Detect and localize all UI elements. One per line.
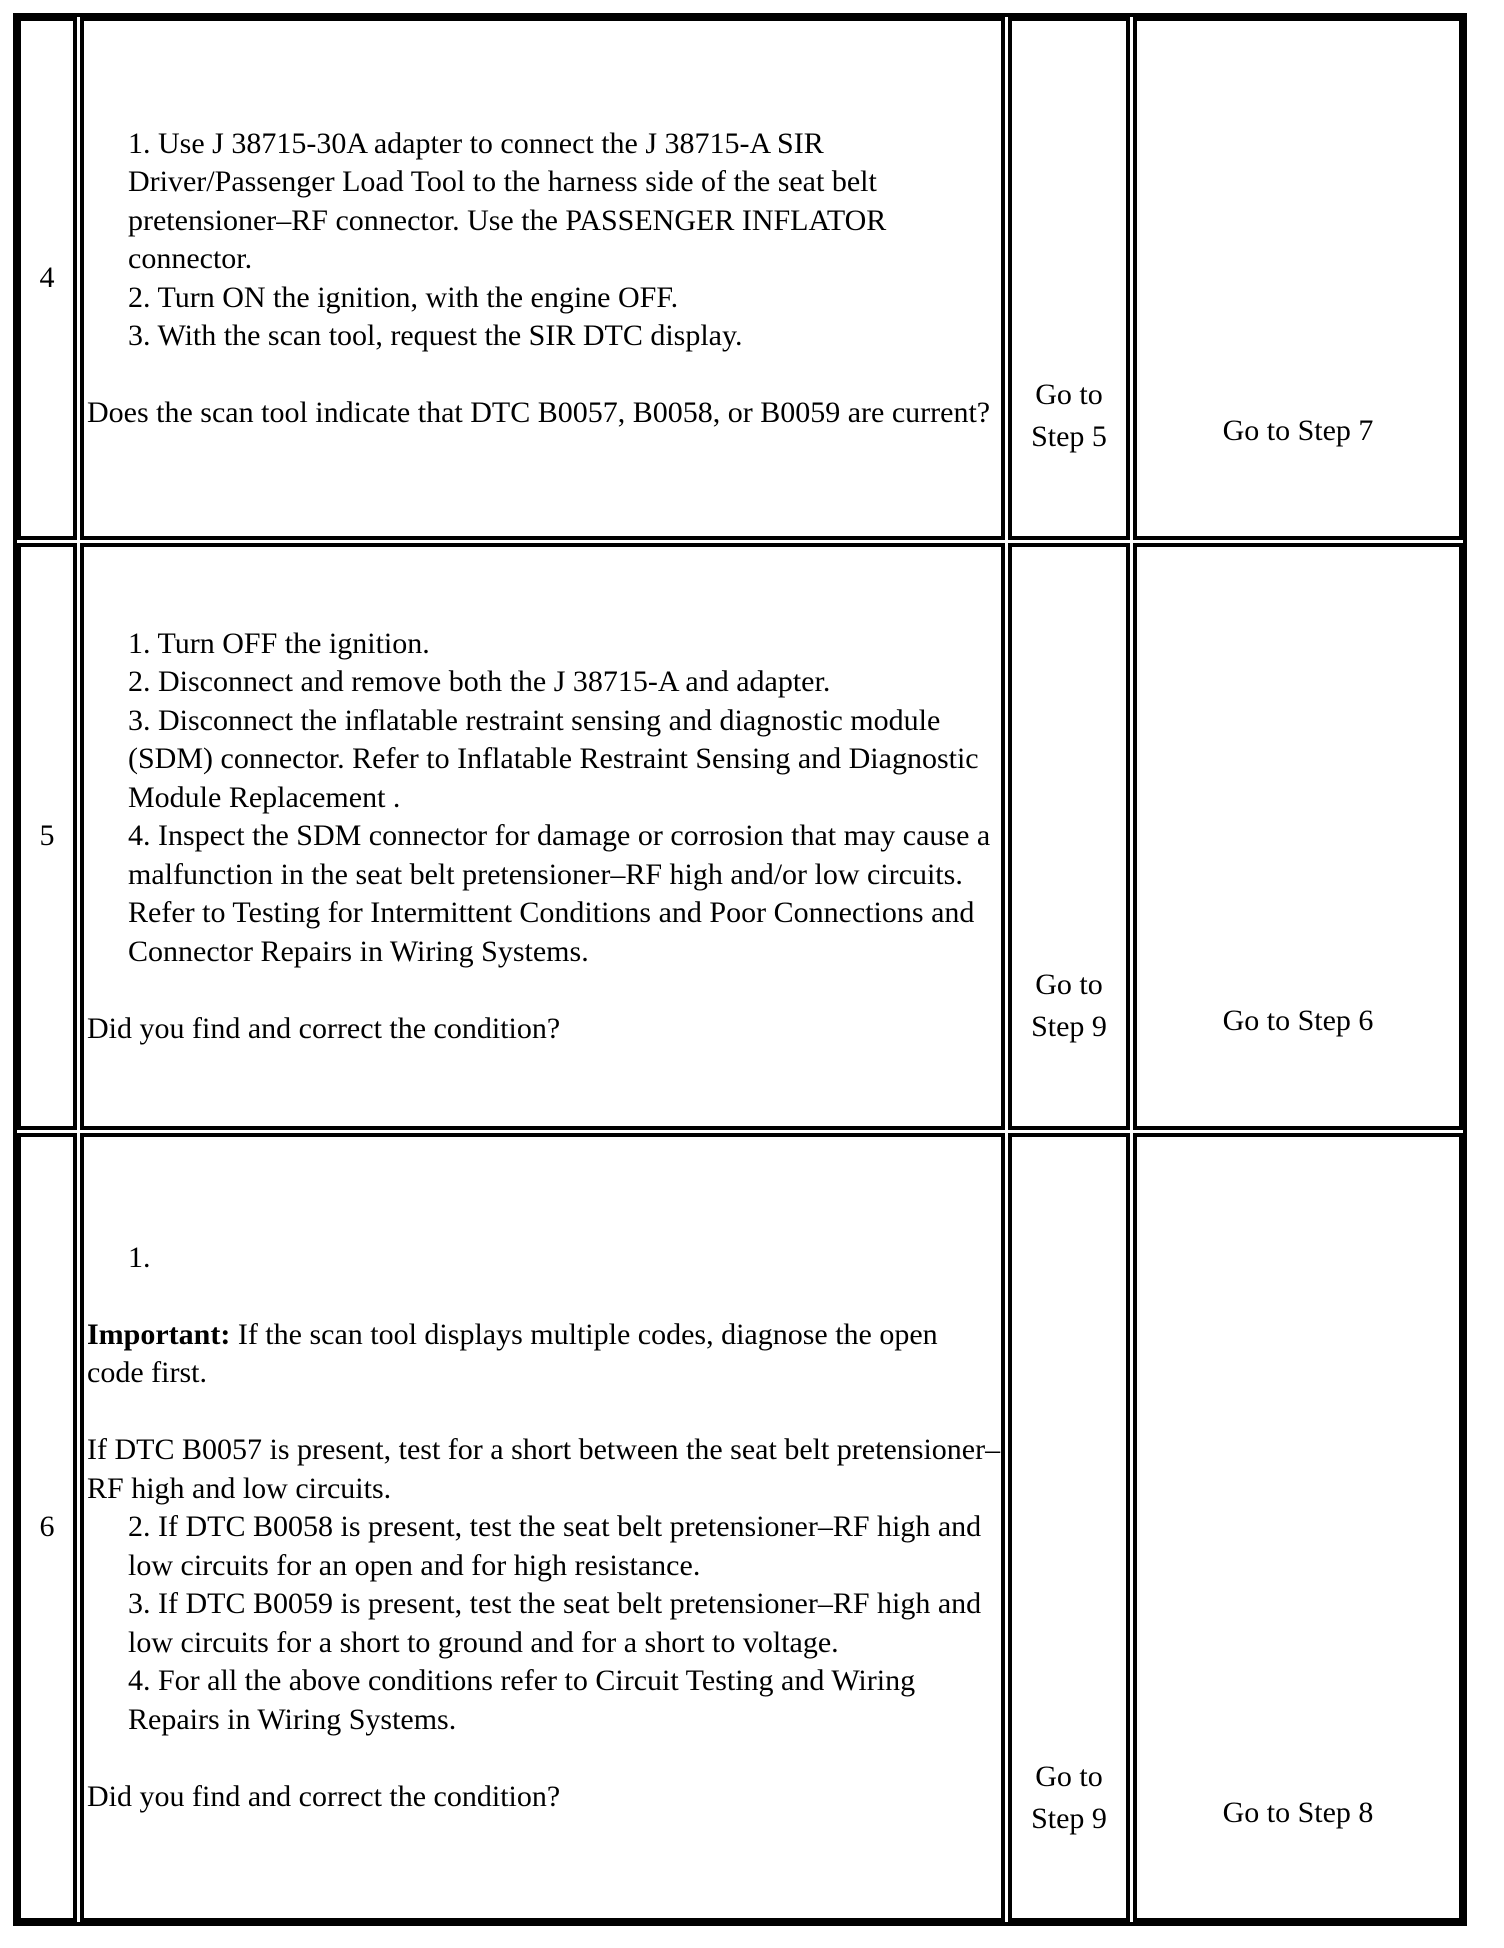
action-line: 3. With the scan tool, request the SIR DTC display. — [128, 319, 743, 352]
action-question: Does the scan tool indicate that DTC B0057, B0058, or B0059 are current? — [87, 396, 991, 429]
step-number: 4 — [39, 261, 55, 295]
important-text: If the scan tool displays multiple codes, diagnose the open code first. — [87, 1317, 938, 1390]
no-cell — [1133, 17, 1463, 540]
action-line: 2. Disconnect and remove both the J 38715-A and adapter. — [128, 665, 831, 699]
action-line: 4. For all the above conditions refer to Circuit Testing and Wiring Repairs in Wiring Systems. — [128, 1664, 916, 1736]
action-question: Did you find and correct the condition? — [87, 1011, 561, 1045]
action-line: 4. Inspect the SDM connector for damage or corrosion that may cause a malfunction in the seat belt pretensioner–RF high and/or low circuits. Refer to Testing for Intermittent Conditions and Poor Connections and Connector Repairs in Wiring Systems. — [128, 819, 991, 968]
yes-link[interactable]: Go to Step 5 — [1031, 378, 1107, 453]
action-line: 1. Use J 38715-30A adapter to connect the J 38715-A SIR Driver/Passenger Load Tool to the harness side of the seat belt pretensioner–RF connector. Use the PASSENGER INFLATOR connector. — [128, 126, 887, 275]
action-line: 2. Turn ON the ignition, with the engine OFF. — [128, 280, 679, 314]
important-label: Important: — [87, 1317, 231, 1351]
action-line: If DTC B0057 is present, test for a short between the seat belt pretensioner–RF high and low circuits. — [87, 1433, 1001, 1505]
step-number-cell — [17, 17, 77, 540]
yes-cell — [1008, 17, 1130, 540]
yes-link[interactable]: Go to Step 9 — [1031, 1760, 1107, 1835]
action-line: 3. If DTC B0059 is present, test the seat belt pretensioner–RF high and low circuits for a short to ground and for a short to voltage. — [128, 1587, 982, 1659]
action-cell — [80, 543, 1005, 1130]
action-line: 2. If DTC B0058 is present, test the seat belt pretensioner–RF high and low circuits for an open and for high resistance. — [128, 1510, 982, 1582]
step-number: 5 — [39, 819, 55, 853]
step-number: 6 — [39, 1510, 55, 1544]
step-number-cell — [17, 1133, 77, 1922]
yes-cell — [1008, 1133, 1130, 1922]
yes-cell — [1008, 543, 1130, 1130]
no-link[interactable]: Go to Step 7 — [1222, 413, 1374, 447]
no-link[interactable]: Go to Step 6 — [1222, 1003, 1374, 1037]
step-number-cell — [17, 543, 77, 1130]
action-question: Did you find and correct the condition? — [87, 1779, 561, 1813]
action-cell — [80, 1133, 1005, 1922]
action-cell — [80, 17, 1005, 540]
action-line: 1. — [128, 1240, 151, 1274]
no-cell — [1133, 543, 1463, 1130]
important-note — [87, 1316, 1001, 1393]
action-line: 1. Turn OFF the ignition. — [128, 626, 430, 660]
no-link[interactable]: Go to Step 8 — [1222, 1795, 1374, 1829]
action-line: 3. Disconnect the inflatable restraint sensing and diagnostic module (SDM) connector. Refer to Inflatable Restraint Sensing and Diagnostic Module Replacement . — [128, 703, 979, 814]
no-cell — [1133, 1133, 1463, 1922]
yes-link[interactable]: Go to Step 9 — [1031, 968, 1107, 1043]
